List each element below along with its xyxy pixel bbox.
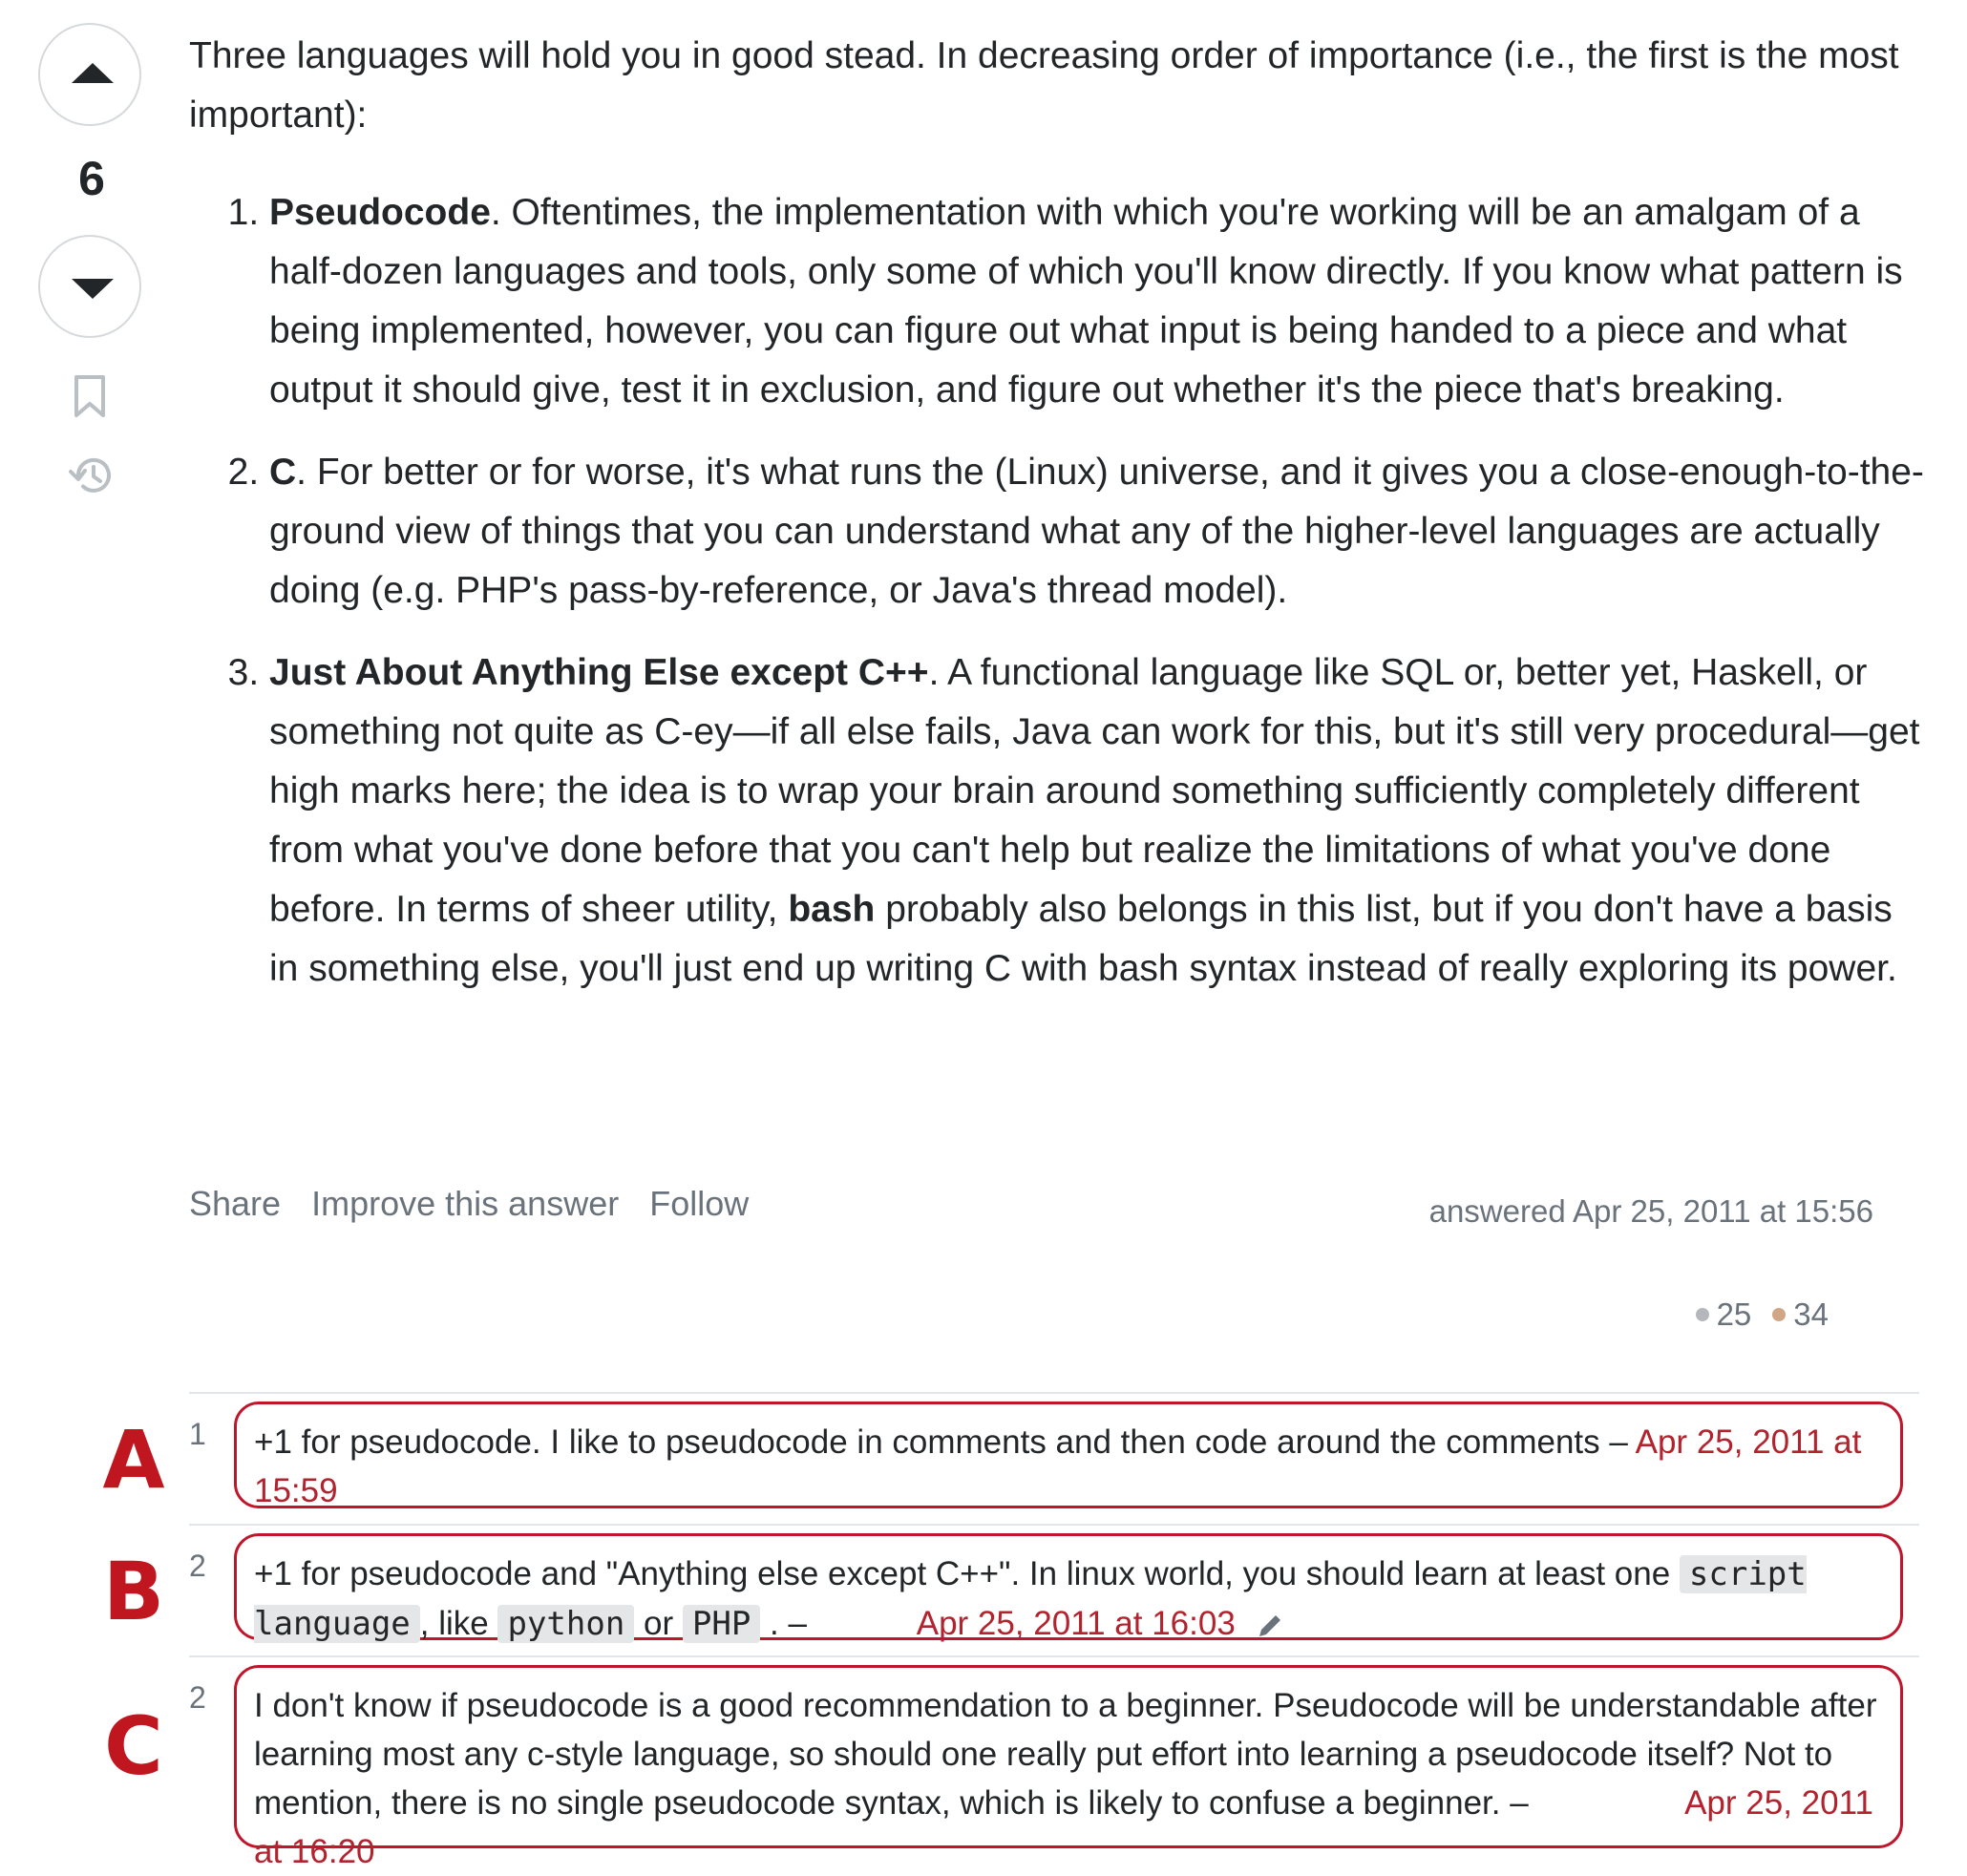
bronze-badge-count: 34 [1793,1296,1829,1332]
answered-timestamp: answered Apr 25, 2011 at 15:56 [1428,1193,1873,1229]
share-link[interactable]: Share [189,1184,282,1223]
comment-label: B [102,1545,165,1638]
user-badges [1696,1296,1829,1333]
comment [234,1665,1903,1870]
comment [234,1402,1903,1508]
answer-body [189,27,1927,1022]
item-title: Pseudocode [269,192,491,233]
bronze-badge-icon [1772,1308,1786,1321]
item-text: . Oftentimes, the implementation with which you're working will be an amalgam of a half-dozen languages and tools, only some of which you'll know directly. If you know what pattern is being implemented, however, you can figure out what input is being handed to a piece and what output it should give, test it in exclusion, and figure out whether it's the piece that's breaking. [269,192,1903,411]
comment-score: 2 [189,1680,206,1715]
upvote-button[interactable] [38,23,141,126]
item-text: . A functional language like SQL or, better yet, Haskell, or something not quite as C-ey—if all else fails, Java can work for this, but it's still very procedural—get high marks here; the idea is to wrap your brain around something sufficiently completely different from what you've done before that you can't help but realize the limitations of what you've done before. In terms of sheer utility, [269,652,1920,930]
comment-text: . – [770,1605,807,1642]
downvote-button[interactable] [38,235,141,338]
comment-label: A [102,1413,165,1507]
divider [189,1392,1919,1394]
inline-code: script language [254,1555,1807,1643]
list-item [269,443,1927,621]
comment-text: I don't know if pseudocode is a good recommendation to a beginner. Pseudocode will be understandable after learning most any c-style language, so should one really put effort into learning a pseudocode itself? Not to mention, there is no single pseudocode syntax, which is likely to confuse a beginner. – [254,1687,1877,1822]
history-icon[interactable] [67,451,116,500]
item-text: probably also belongs in this list, but if you don't have a basis in something else, you'll just end up writing C with bash syntax instead of really exploring its power. [269,889,1897,989]
comment-text: , like [419,1605,489,1642]
divider [189,1524,1919,1526]
item-text: . For better or for worse, it's what runs the (Linux) universe, and it gives you a close-enough-to-the-ground view of things that you can understand what any of the higher-level languages are actually doing (e.g. PHP's pass-by-reference, or Java's thread model). [269,452,1924,611]
comment-score: 2 [189,1549,206,1583]
answer-intro: Three languages will hold you in good stead. In decreasing order of importance (i.e., the first is the most important): [189,35,1899,136]
item-title: Just About Anything Else except C++ [269,652,929,693]
silver-badge-count: 25 [1716,1296,1752,1332]
comment-date-link[interactable]: Apr 25, 2011 at 15:59 [254,1423,1862,1509]
comment-score: 1 [189,1417,206,1451]
comment-date-link[interactable]: Apr 25, 2011 at 16:20 [254,1784,1873,1870]
bookmark-icon[interactable] [74,374,106,418]
comment-text: +1 for pseudocode. I like to pseudocode in comments and then code around the comments – [254,1423,1628,1461]
downvote-arrow-icon [72,279,114,299]
comment [234,1533,1903,1643]
item-title: C [269,452,297,493]
edit-pencil-icon[interactable] [1255,1611,1285,1641]
comment-text: or [644,1605,674,1642]
upvote-arrow-icon [72,63,114,83]
vote-count: 6 [78,152,105,205]
comment-date-link[interactable]: Apr 25, 2011 at 16:03 [916,1605,1236,1642]
post-actions [189,1184,770,1224]
comment-text: +1 for pseudocode and "Anything else except C++". In linux world, you should learn at least one [254,1555,1671,1592]
comment-label: C [104,1699,163,1793]
follow-link[interactable]: Follow [649,1184,750,1223]
answer-list [189,183,1927,999]
silver-badge-icon [1696,1308,1709,1321]
inline-code: PHP [683,1605,760,1643]
inline-code: python [497,1605,634,1643]
list-item [269,643,1927,999]
item-bold-term: bash [788,889,876,930]
list-item [269,183,1927,420]
divider [189,1655,1919,1657]
improve-answer-link[interactable]: Improve this answer [311,1184,620,1223]
